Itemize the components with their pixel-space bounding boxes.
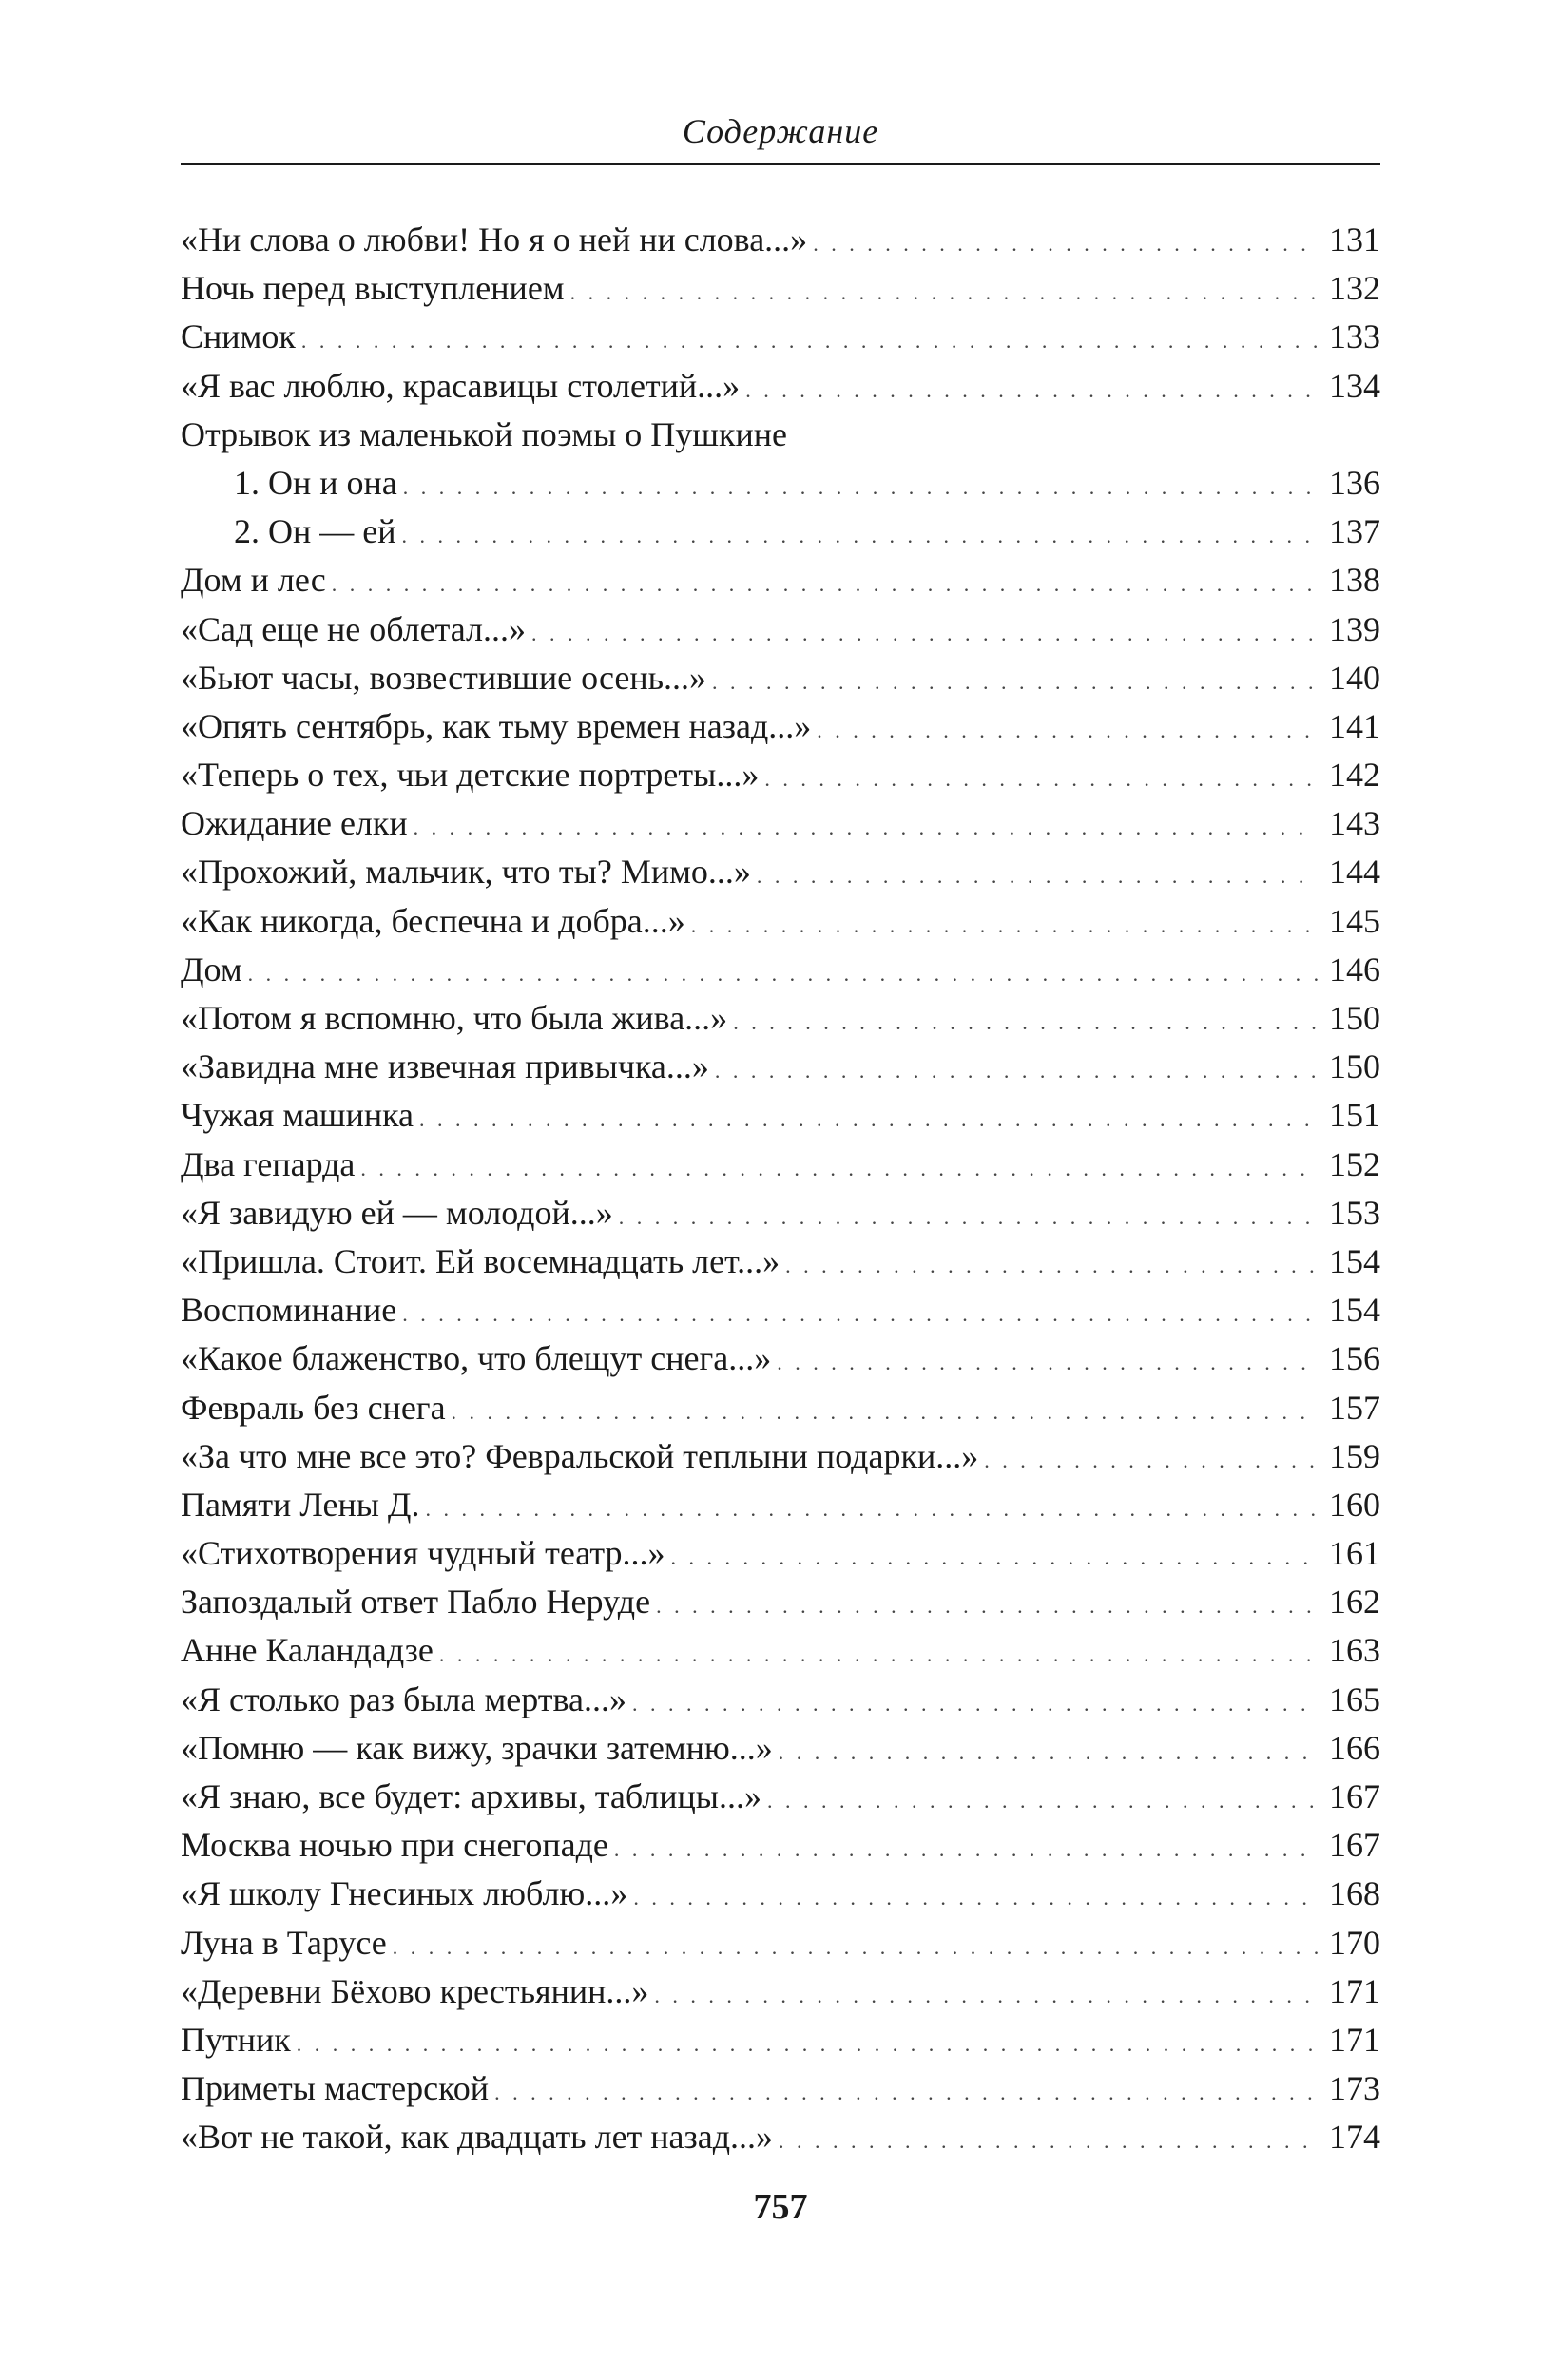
toc-entry-title: Москва ночью при снегопаде — [181, 1826, 608, 1865]
toc-entry-page: 166 — [1329, 1728, 1380, 1767]
toc-entry — [181, 1773, 1380, 1821]
dot-leader — [633, 1873, 1318, 1922]
toc-entry — [181, 1238, 1380, 1286]
toc-entry — [181, 994, 1380, 1043]
toc-entry-title: Дом и лес — [181, 561, 326, 600]
toc-entry-title: «Пришла. Стоит. Ей восемнадцать лет...» — [181, 1241, 780, 1280]
toc-entry — [181, 1870, 1380, 1918]
toc-entry-page: 137 — [1329, 512, 1380, 551]
toc-entry — [181, 1481, 1380, 1529]
toc-entry — [181, 1967, 1380, 2016]
toc-entry-page: 174 — [1329, 2118, 1380, 2157]
dot-leader — [452, 1388, 1318, 1436]
toc-entry — [181, 1286, 1380, 1334]
toc-entry-page: 144 — [1329, 853, 1380, 892]
toc-entry-page: 161 — [1329, 1534, 1380, 1573]
toc-entry — [181, 508, 1380, 556]
toc-entry — [181, 1529, 1380, 1578]
toc-entry-title: Отрывок из маленькой поэмы о Пушкине — [181, 414, 787, 453]
toc-entry-page: 142 — [1329, 756, 1380, 795]
toc-entry-title: «За что мне все это? Февральской теплыни подарки...» — [181, 1436, 979, 1475]
toc-entry — [181, 1043, 1380, 1091]
toc-entry-title: «Я завидую ей — молодой...» — [181, 1193, 613, 1232]
toc-entry — [181, 2064, 1380, 2113]
toc-entry-page: 138 — [1329, 561, 1380, 600]
toc-entry — [181, 556, 1380, 605]
toc-entry-page: 159 — [1329, 1436, 1380, 1475]
toc-entry — [181, 1724, 1380, 1773]
dot-leader — [785, 1241, 1318, 1290]
dot-leader — [419, 1095, 1318, 1143]
toc-entry-title: Анне Каландадзе — [181, 1631, 434, 1670]
toc-entry — [181, 1141, 1380, 1189]
toc-entry-page: 139 — [1329, 609, 1380, 648]
toc-entry — [181, 313, 1380, 361]
toc-entry — [181, 654, 1380, 702]
toc-entry-page: 133 — [1329, 317, 1380, 356]
toc-entry-page: 131 — [1329, 221, 1380, 259]
toc-entry-page: 173 — [1329, 2069, 1380, 2108]
dot-leader — [439, 1630, 1318, 1679]
dot-leader — [425, 1485, 1318, 1533]
toc-entry-title: Ночь перед выступлением — [181, 269, 565, 308]
dot-leader — [691, 901, 1318, 950]
header-rule — [181, 163, 1380, 165]
toc-entry-title: Дом — [181, 950, 242, 988]
dot-leader — [332, 560, 1318, 608]
toc-entry — [181, 1821, 1380, 1870]
toc-entry — [181, 264, 1380, 313]
toc-entry-title: Чужая машинка — [181, 1096, 414, 1135]
toc-entry-title: Ожидание елки — [181, 804, 408, 843]
toc-entry — [181, 751, 1380, 799]
toc-entry-page: 165 — [1329, 1679, 1380, 1718]
toc-entry — [181, 1919, 1380, 1967]
toc-entry-page: 168 — [1329, 1874, 1380, 1913]
dot-leader — [403, 463, 1318, 511]
dot-leader — [301, 317, 1318, 365]
dot-leader — [654, 1971, 1318, 2020]
toc-entry-page: 146 — [1329, 950, 1380, 988]
toc-entry — [181, 848, 1380, 896]
dot-leader — [619, 1193, 1318, 1241]
toc-entry — [181, 2016, 1380, 2064]
dot-leader — [414, 803, 1318, 852]
toc-entry — [181, 216, 1380, 264]
toc-entry-page: 167 — [1329, 1777, 1380, 1815]
dot-leader — [715, 1046, 1318, 1095]
dot-leader — [745, 366, 1318, 414]
dot-leader — [297, 2020, 1318, 2068]
toc-entry-page: 160 — [1329, 1485, 1380, 1524]
dot-leader — [817, 706, 1318, 755]
toc-entry — [181, 1626, 1380, 1675]
toc-entry-title: Приметы мастерской — [181, 2069, 490, 2108]
dot-leader — [360, 1144, 1318, 1193]
toc-entry-page: 136 — [1329, 463, 1380, 502]
toc-entry-page: 143 — [1329, 804, 1380, 843]
dot-leader — [764, 755, 1318, 803]
toc-entry — [181, 946, 1380, 994]
toc-entry — [181, 1578, 1380, 1626]
toc-entry-title: «Как никогда, беспечна и добра...» — [181, 901, 685, 940]
toc-entry-page: 163 — [1329, 1631, 1380, 1670]
running-header: Содержание — [682, 112, 879, 150]
toc-entry-page: 171 — [1329, 2020, 1380, 2059]
toc-entry — [181, 605, 1380, 654]
toc-entry — [181, 362, 1380, 411]
toc-entry-title: «Потом я вспомню, что была жива...» — [181, 999, 728, 1037]
toc-entry-title: «Вот не такой, как двадцать лет назад...» — [181, 2118, 774, 2157]
toc-entry-page: 151 — [1329, 1096, 1380, 1135]
toc-entry-page: 162 — [1329, 1583, 1380, 1622]
toc-entry-page: 167 — [1329, 1826, 1380, 1865]
toc-entry — [181, 1384, 1380, 1432]
toc-entry-title: «Завидна мне извечная привычка...» — [181, 1047, 709, 1086]
dot-leader — [402, 1290, 1318, 1338]
toc-entry-page: 150 — [1329, 999, 1380, 1037]
dot-leader — [712, 658, 1318, 706]
toc-entry-page: 132 — [1329, 269, 1380, 308]
dot-leader — [614, 1825, 1318, 1873]
toc-entry — [181, 897, 1380, 946]
dot-leader — [777, 1338, 1318, 1387]
toc-entry-page: 141 — [1329, 706, 1380, 745]
toc-entry-title: «Деревни Бёхово крестьянин...» — [181, 1971, 649, 2010]
toc-entry-page: 154 — [1329, 1241, 1380, 1280]
toc-entry-page: 157 — [1329, 1388, 1380, 1427]
toc-entry-page: 134 — [1329, 366, 1380, 405]
toc-entry-title: Путник — [181, 2020, 291, 2059]
dot-leader — [248, 950, 1318, 998]
toc-entry — [181, 411, 1380, 459]
toc-entry-title: «Я столько раз была мертва...» — [181, 1679, 626, 1718]
toc-entry — [181, 1189, 1380, 1238]
toc-entry — [181, 459, 1380, 508]
toc-entry — [181, 1091, 1380, 1140]
dot-leader — [632, 1679, 1318, 1728]
toc-entry — [181, 1334, 1380, 1383]
table-of-contents — [181, 216, 1380, 2162]
toc-entry — [181, 1676, 1380, 1724]
dot-leader — [757, 852, 1318, 900]
toc-entry-title: 2. Он — ей — [234, 512, 396, 551]
toc-entry — [181, 702, 1380, 751]
toc-entry-title: «Я знаю, все будет: архивы, таблицы...» — [181, 1777, 761, 1815]
toc-entry-page: 171 — [1329, 1971, 1380, 2010]
toc-entry-title: Луна в Тарусе — [181, 1923, 387, 1962]
toc-entry-title: Памяти Лены Д. — [181, 1485, 420, 1524]
toc-entry-title: «Какое блаженство, что блещут снега...» — [181, 1339, 772, 1378]
dot-leader — [984, 1436, 1318, 1485]
toc-entry — [181, 1432, 1380, 1481]
toc-entry-page: 140 — [1329, 658, 1380, 697]
dot-leader — [531, 609, 1318, 658]
toc-entry-title: «Я школу Гнесиных люблю...» — [181, 1874, 628, 1913]
dot-leader — [813, 220, 1318, 268]
dot-leader — [767, 1776, 1318, 1825]
toc-entry-page: 152 — [1329, 1144, 1380, 1183]
dot-leader — [494, 2068, 1318, 2117]
toc-entry-page: 150 — [1329, 1047, 1380, 1086]
toc-entry-title: «Бьют часы, возвестившие осень...» — [181, 658, 707, 697]
dot-leader — [733, 998, 1318, 1046]
dot-leader — [656, 1582, 1318, 1630]
toc-entry-title: Запоздалый ответ Пабло Неруде — [181, 1583, 651, 1622]
dot-leader — [779, 2117, 1318, 2165]
toc-entry-title: «Я вас люблю, красавицы столетий...» — [181, 366, 741, 405]
toc-entry-title: «Опять сентябрь, как тьму времен назад...» — [181, 706, 812, 745]
toc-entry — [181, 2113, 1380, 2161]
toc-entry-title: «Ни слова о любви! Но я о ней ни слова...» — [181, 221, 808, 259]
dot-leader — [393, 1923, 1318, 1971]
toc-entry-title: Снимок — [181, 317, 296, 356]
toc-entry-title: Два гепарда — [181, 1144, 356, 1183]
toc-entry-title: «Сад еще не облетал...» — [181, 609, 527, 648]
toc-entry-page: 153 — [1329, 1193, 1380, 1232]
dot-leader — [570, 268, 1318, 317]
toc-entry-title: «Помню — как вижу, зрачки затемню...» — [181, 1728, 773, 1767]
dot-leader — [402, 511, 1318, 560]
toc-entry — [181, 799, 1380, 848]
toc-entry-page: 156 — [1329, 1339, 1380, 1378]
page-number: 757 — [753, 2187, 808, 2227]
toc-entry-title: Февраль без снега — [181, 1388, 446, 1427]
dot-leader — [779, 1728, 1318, 1776]
toc-entry-title: «Стихотворения чудный театр...» — [181, 1534, 665, 1573]
toc-entry-page: 154 — [1329, 1291, 1380, 1330]
toc-entry-title: 1. Он и она — [234, 463, 397, 502]
toc-entry-title: Воспоминание — [181, 1291, 397, 1330]
toc-entry-page: 145 — [1329, 901, 1380, 940]
toc-entry-page: 170 — [1329, 1923, 1380, 1962]
toc-entry-title: «Теперь о тех, чьи детские портреты...» — [181, 756, 760, 795]
dot-leader — [670, 1533, 1318, 1582]
toc-entry-title: «Прохожий, мальчик, что ты? Мимо...» — [181, 853, 751, 892]
